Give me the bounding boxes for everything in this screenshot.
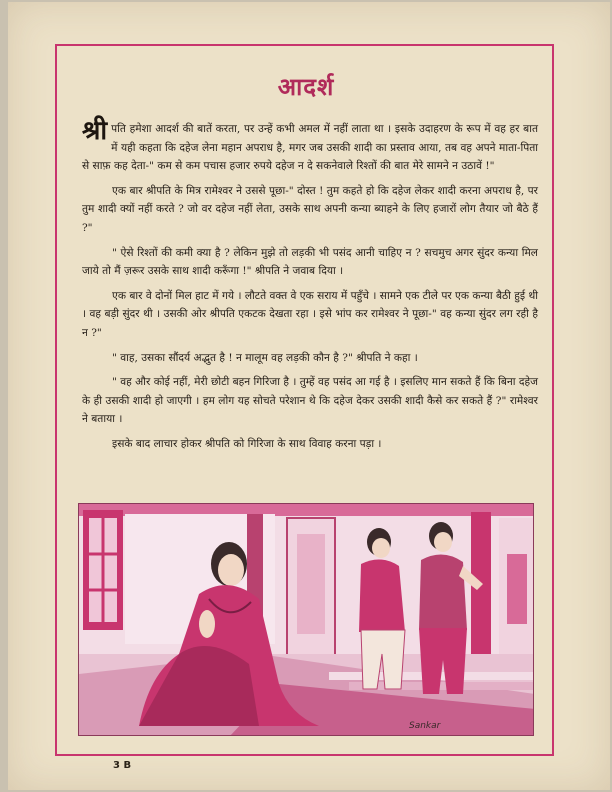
- story-illustration: [78, 503, 534, 736]
- page-number: 3 B: [113, 760, 132, 771]
- paragraph-7: इसके बाद लाचार होकर श्रीपति को गिरिजा के साथ विवाह करना पड़ा ।: [112, 437, 382, 450]
- illustration-drawing: [79, 504, 534, 736]
- paragraph-4: एक बार वे दोनों मिल हाट में गये । लौटते वक्त वे एक सराय में पहुँचे । सामने एक टीले पर एक कन्या बैठी हुई थी । वह बड़ी सुंदर थी । उसकी ओर श्रीपति एकटक देखता रहा । इसे भांप कर रामेश्वर ने पूछा-" वह कन्या सुंदर लग रही है न ?": [82, 289, 538, 339]
- story-body: [82, 116, 538, 460]
- drop-cap: श्री: [82, 116, 108, 146]
- story-title: आदर्श: [277, 72, 335, 101]
- paragraph-2: एक बार श्रीपति के मित्र रामेश्वर ने उससे पूछा-" दोस्त ! तुम कहते हो कि दहेज लेकर शादी करना अपराध है, पर तुम शादी क्यों नहीं करते ? जो वर दहेज नहीं लेता, उसके साथ अपनी कन्या ब्याहने के लिए हजारों लोग तैयार जो बैठे हैं ?": [82, 184, 538, 234]
- paragraph-3: " ऐसे रिश्तों की कमी क्या है ? लेकिन मुझे तो लड़की भी पसंद आनी चाहिए न ? सचमुच अगर सुंदर कन्या मिल जाये तो मैं ज़रूर उसके साथ शादी करूँगा !" श्रीपति ने जवाब दिया ।: [82, 246, 538, 278]
- paragraph-1-text: पति हमेशा आदर्श की बातें करता, पर उन्हें कभी अमल में नहीं लाता था । इसके उदाहरण के रूप में वह हर बात में यही कहता कि दहेज लेना महान अपराध है, मगर जब उसकी शादी का प्रस्ताव आया, तब वह अपने माता-पिता से साफ़ कह देता-" कम से कम पचास हजार रुपये दहेज न दे सकनेवाले रिश्तों की बात मेरे सामने न उठावें !": [82, 123, 538, 173]
- paragraph-5: " वाह, उसका सौंदर्य अद्भुत है ! न मालूम वह लड़की कौन है ?" श्रीपति ने कहा ।: [112, 351, 418, 364]
- paragraph-1: [82, 116, 538, 176]
- artist-signature: Sankar: [409, 721, 441, 731]
- paragraph-6: " वह और कोई नहीं, मेरी छोटी बहन गिरिजा है । तुम्हें वह पसंद आ गई है । इसलिए मान सकते हैं कि बिना दहेज के ही उसकी शादी हो जाएगी । हम लोग यह सोचते परेशान थे कि दहेज देकर उसकी शादी कैसे कर सकते हैं ?" रामेश्वर ने बताया ।: [82, 376, 538, 426]
